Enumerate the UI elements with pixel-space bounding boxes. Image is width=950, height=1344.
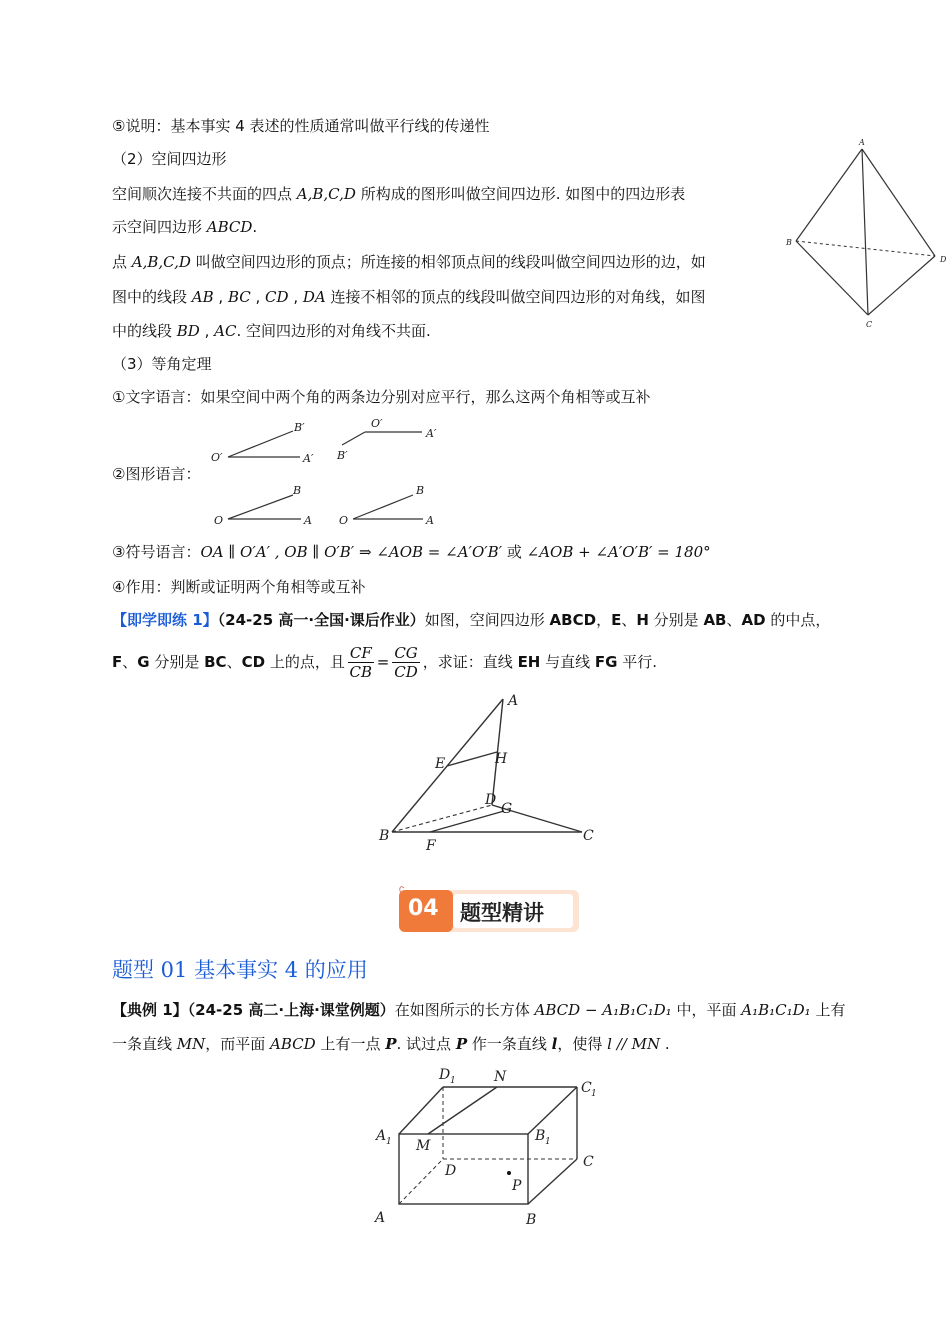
text-span: . 空间四边形的对角线不共面. (236, 322, 431, 340)
text-span: ， (596, 611, 612, 629)
point-label: P (512, 1178, 522, 1194)
text-span: 、 (726, 611, 742, 629)
math-span: ABCD (549, 611, 597, 629)
math-span: OA ∥ O′A′ , OB ∥ O′B′ ⇒ ∠AOB = ∠A′O′B′ (200, 543, 503, 561)
section-heading (112, 148, 227, 170)
edge-ab (796, 149, 862, 241)
point-label: M (416, 1138, 431, 1154)
math-span: EH (517, 653, 541, 671)
vertex-label: C (583, 1154, 594, 1170)
math-span: AC (214, 322, 237, 340)
point-label: B′ (337, 449, 348, 462)
ray-ob-prime (228, 431, 293, 457)
point-label: O (214, 514, 224, 527)
edge-cd (868, 256, 935, 315)
point-label: B (293, 484, 302, 497)
text-line (112, 251, 706, 273)
point-label: O′ (371, 417, 383, 430)
source-tag: （24-25 高一·全国·课后作业） (217, 611, 425, 629)
vertex-subscript: 1 (386, 1137, 392, 1147)
section-heading (112, 353, 212, 375)
text-span: 中，平面 (671, 1001, 742, 1019)
equals-sign: = (376, 653, 390, 671)
math-span: l // MN (607, 1035, 661, 1053)
text-span: 图中的线段 (112, 288, 192, 306)
ray-ob-prime-2 (342, 432, 365, 445)
text-span: 点 (112, 253, 132, 271)
banner-number: 04 (408, 896, 439, 921)
banner-title: 题型精讲 (460, 901, 544, 925)
math-span: F (112, 653, 123, 671)
text-span: （3）等角定理 (112, 355, 212, 373)
vertex-label: D (485, 792, 497, 808)
fraction (348, 644, 374, 681)
point-label: A′ (303, 452, 314, 465)
math-span: ABCD − A₁B₁C₁D₁ (534, 1001, 672, 1019)
math-span: MN (176, 1035, 206, 1053)
point-label: E (435, 756, 446, 772)
text-span: 叫做空间四边形的顶点；所连接的相邻顶点间的线段叫做空间四边形的边，如 (190, 253, 706, 271)
vertex-label: B (526, 1212, 537, 1228)
text-span: （2）空间四边形 (112, 150, 227, 168)
math-span: l (551, 1035, 558, 1053)
edge-bc (528, 1159, 577, 1204)
vertex-label: B (379, 828, 390, 844)
point-label: G (501, 801, 513, 817)
cuboid-figure (370, 1062, 610, 1234)
math-span: CD (265, 288, 289, 306)
text-span: 上有一点 (315, 1035, 386, 1053)
vertex-label: C (581, 1080, 592, 1096)
section-banner (398, 884, 580, 934)
text-span: 连接不相邻的顶点的线段叫做空间四边形的对角线，如图 (325, 288, 706, 306)
point-label: N (494, 1069, 507, 1085)
vertex-label: A (859, 138, 865, 147)
edge-b1c1 (528, 1087, 577, 1134)
point-label: B′ (294, 421, 305, 434)
vertex-label: C (583, 828, 594, 844)
math-span: AB (191, 288, 214, 306)
text-span: 、 (226, 653, 242, 671)
vertex-label: B (535, 1128, 546, 1144)
math-span: ABCD (206, 218, 253, 236)
text-span: ，求证：直线 (422, 653, 518, 671)
space-quadrilateral-figure (370, 688, 610, 858)
text-line: 中的线段 BD , AC. 空间四边形的对角线不共面. (112, 322, 431, 340)
text-span: 示空间四边形 (112, 218, 207, 236)
text-span: 在如图所示的长方体 (394, 1001, 535, 1019)
text-span: ，使得 (557, 1035, 608, 1053)
topic-heading: 题型 01 基本事实 4 的应用 (112, 958, 368, 982)
vertex-label: D (445, 1163, 457, 1179)
text-span: 一条直线 (112, 1035, 177, 1053)
tetrahedron-figure (780, 135, 950, 335)
point-label: A (304, 514, 312, 527)
point-label: A (426, 514, 434, 527)
text-line (112, 115, 490, 137)
denominator: CB (349, 663, 373, 681)
exercise-line (112, 609, 830, 631)
edge-ad (862, 149, 935, 256)
math-span: DA (302, 288, 326, 306)
math-span: E (611, 611, 622, 629)
example-line (112, 1033, 670, 1055)
text-span: . (252, 218, 258, 236)
vertex-subscript: 1 (450, 1076, 456, 1086)
text-line (112, 463, 200, 485)
math-span: P (455, 1035, 468, 1053)
text-span: . 试过点 (396, 1035, 456, 1053)
text-line (112, 183, 685, 205)
point-label: H (495, 751, 508, 767)
math-span: A,B,C,D (296, 185, 356, 203)
point-p (507, 1171, 511, 1175)
vertex-label: A (375, 1210, 386, 1226)
text-span: . (660, 1035, 670, 1053)
text-span: 空间顺次连接不共面的四点 (112, 185, 297, 203)
math-span: BC (204, 653, 227, 671)
equal-angle-figure (205, 415, 450, 533)
text-span: ，而平面 (205, 1035, 271, 1053)
segment-mn (428, 1087, 497, 1134)
text-line (112, 576, 365, 598)
segment-eh (447, 752, 497, 766)
vertex-label: D (439, 1067, 451, 1083)
point-label: O (339, 514, 349, 527)
text-line (112, 541, 711, 563)
segment-fg (430, 811, 504, 832)
math-span: A₁B₁C₁D₁ (741, 1001, 811, 1019)
vertex-label: A (508, 693, 519, 709)
exercise-tag: 【即学即练 1】 (112, 611, 218, 629)
text-line: 图中的线段 AB , BC , CD , DA 连接不相邻的顶点的线段叫做空间四边形的对角线，如图 (112, 288, 706, 306)
point-label: A′ (426, 427, 437, 440)
point-label: B (416, 484, 425, 497)
point-label: F (426, 838, 436, 854)
math-span: BD (176, 322, 200, 340)
vertex-subscript: 1 (591, 1089, 597, 1099)
exercise-line (112, 640, 657, 684)
text-span: ④作用：判断或证明两个角相等或互补 (112, 578, 366, 596)
math-span: P (385, 1035, 397, 1053)
vertex-label: D (940, 255, 947, 264)
text-span: 分别是 (149, 653, 205, 671)
text-span: 平行. (617, 653, 658, 671)
text-span: 的中点， (765, 611, 831, 629)
text-span: 与直线 (540, 653, 595, 671)
ray-ob-2 (353, 495, 413, 519)
point-label: O′ (211, 451, 223, 464)
math-span: ABCD (270, 1035, 316, 1053)
text-line (112, 386, 650, 408)
vertex-label: A (376, 1128, 387, 1144)
vertex-subscript: 1 (545, 1137, 551, 1147)
math-span: BC (227, 288, 251, 306)
ray-ob (228, 495, 293, 519)
math-span: H (636, 611, 649, 629)
math-span: CD (241, 653, 266, 671)
text-span: ②图形语言： (112, 465, 201, 483)
edge-ad-hidden (399, 1159, 443, 1204)
math-span: AD (741, 611, 766, 629)
math-span: AB (703, 611, 727, 629)
text-span: 、 (621, 611, 637, 629)
text-span: 上有 (810, 1001, 846, 1019)
text-span: 作一条直线 (467, 1035, 552, 1053)
example-line (112, 999, 845, 1021)
numerator: CF (349, 644, 372, 662)
denominator: CD (394, 663, 418, 681)
math-span: FG (594, 653, 618, 671)
text-span: 上的点，且 (265, 653, 345, 671)
text-span: 中的线段 (112, 322, 177, 340)
text-span: 所构成的图形叫做空间四边形. 如图中的四边形表 (355, 185, 686, 203)
math-span: ∠AOB + ∠A′O′B′ = 180° (526, 543, 711, 561)
text-line (112, 216, 257, 238)
edge-bc (796, 241, 868, 315)
vertex-label: C (866, 320, 873, 329)
fraction (392, 644, 419, 681)
text-span: ⑤说明：基本事实 4 表述的性质通常叫做平行线的传递性 (112, 117, 490, 135)
edge-ac (862, 149, 868, 315)
text-span: 分别是 (648, 611, 704, 629)
example-tag: 【典例 1】 (112, 1001, 188, 1019)
vertex-label: B (786, 238, 792, 247)
math-span: A,B,C,D (131, 253, 191, 271)
text-span: 如图，空间四边形 (424, 611, 550, 629)
numerator: CG (394, 644, 418, 662)
text-span: 、 (122, 653, 138, 671)
edge-a1d1 (399, 1087, 443, 1134)
text-span: ①文字语言：如果空间中两个角的两条边分别对应平行，那么这两个角相等或互补 (112, 388, 651, 406)
text-span: 或 (502, 543, 527, 561)
math-span: G (137, 653, 150, 671)
source-tag: （24-25 高二·上海·课堂例题） (187, 1001, 395, 1019)
text-span: ③符号语言： (112, 543, 201, 561)
